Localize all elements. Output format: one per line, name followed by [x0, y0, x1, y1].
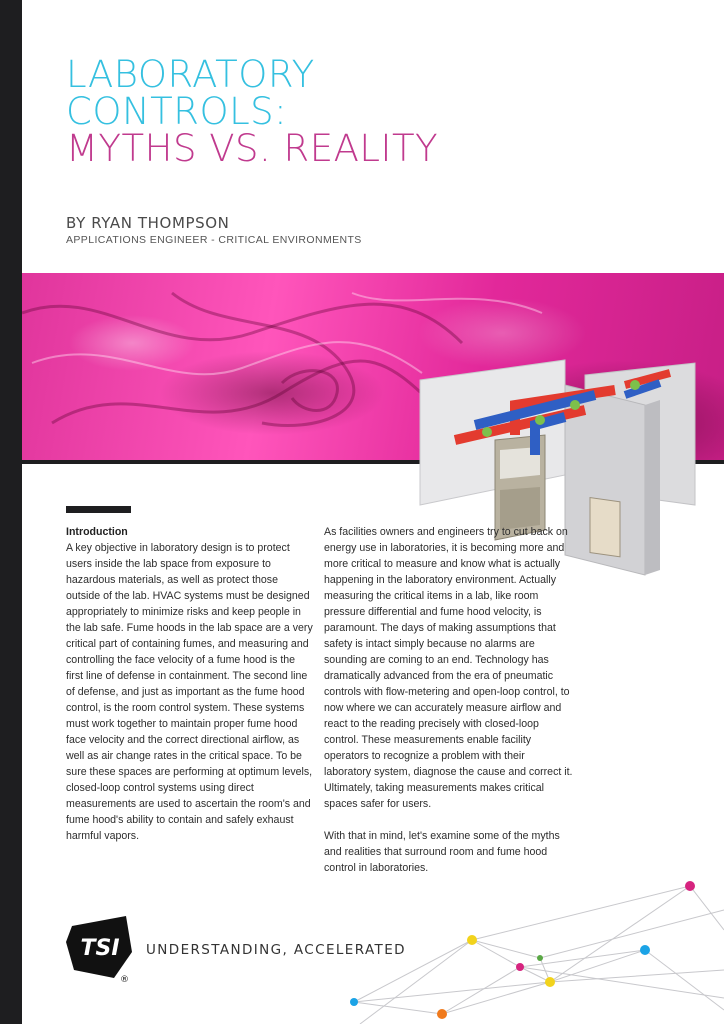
paragraph-myths: With that in mind, let's examine some of the myths and realities that surround room and fume hood control in laboratories. [324, 830, 560, 874]
network-graphic [340, 870, 724, 1024]
logo-text: TSI [80, 936, 120, 961]
intro-paragraph: A key objective in laboratory design is to protect users inside the lab space from exposure to hazardous materials, as well as protect those outside of the lab. HVAC systems must be designed appropriately to minimize risks and keep people in the lab safe. Fume hoods in the lab space are a very critical part of containing fumes, and measuring and controlling the face velocity of a fume hood is the first line of defense in containment. The second line of defense, and just as important as the fume hood control, is the room control system. These systems must work together to maintain proper fume hood face velocity and the correct directional airflow, as well as air change rates in the critical space. To be sure these spaces are performing at optimum levels, closed-loop control systems using direct measurements are used to ascertain the room's and fume hood's ability to contain and safely exhaust harmful vapors. [66, 542, 313, 842]
title-line-2: CONTROLS: [66, 90, 288, 133]
section-heading: Introduction [66, 526, 128, 538]
article-column-2 [324, 524, 574, 876]
section-accent-bar [66, 506, 131, 513]
title-line-1: LABORATORY [66, 53, 315, 96]
author-byline: BY RYAN THOMPSON [66, 214, 230, 232]
author-role: APPLICATIONS ENGINEER - CRITICAL ENVIRONMENTS [66, 234, 362, 246]
tagline: UNDERSTANDING, ACCELERATED [146, 942, 406, 958]
tsi-logo-icon [64, 912, 136, 984]
registered-mark: ® [120, 975, 129, 984]
article-column-1 [66, 524, 314, 844]
page-title [66, 53, 439, 170]
paragraph-energy: As facilities owners and engineers try to cut back on energy use in laboratories, it is becoming more and more critical to measure and know what is actually happening in the laboratory environment. Actually measuring the critical items in a lab, like room pressure differential and fume hood velocity, is paramount. The days of making assumptions that safety is intact simply because no alarms are sounding are coming to an end. Technology has dramatically advanced from the era of pneumatic controls with flow-metering and open-loop control, to now where we can accurately measure airflow and react to the reading precisely with closed-loop control. These measurements enable facility operators to recognize a problem with their laboratory system, diagnose the cause and correct it. Ultimately, taking measurements makes critical spaces safer for users. [324, 526, 573, 810]
title-line-3: MYTHS VS. REALITY [66, 127, 439, 170]
left-sidebar-bar [0, 0, 22, 1024]
